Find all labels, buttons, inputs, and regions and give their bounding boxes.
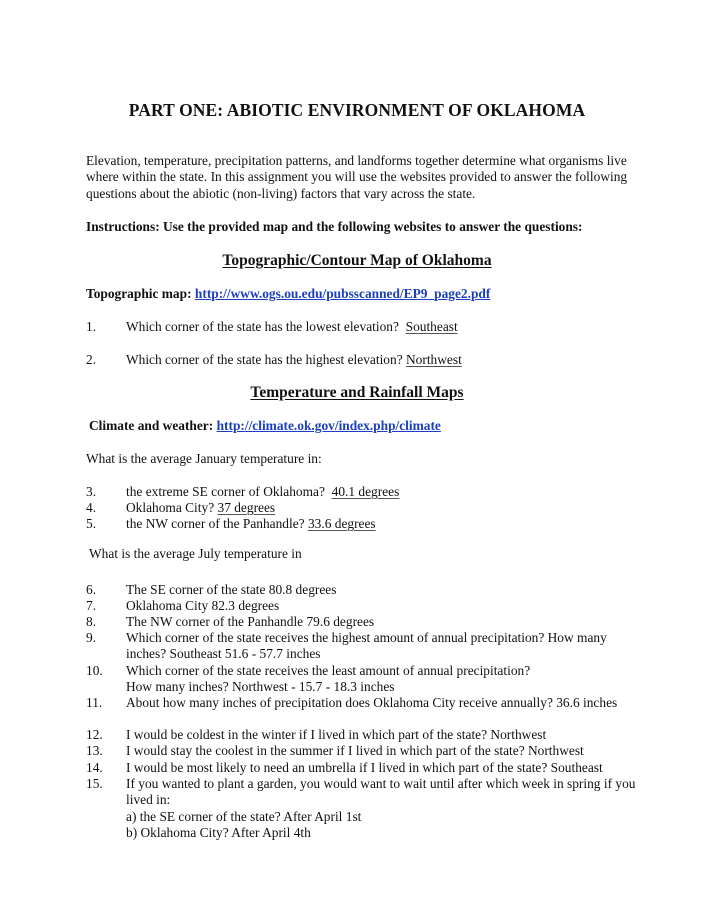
question-number: 12.	[86, 727, 103, 742]
question-11	[86, 695, 646, 711]
question-1	[86, 319, 646, 335]
answer-text: Northwest	[406, 352, 462, 367]
question-14	[86, 760, 646, 776]
question-number: 13.	[86, 743, 103, 758]
question-4	[86, 500, 646, 516]
climate-weather-link[interactable]: http://climate.ok.gov/index.php/climate	[216, 418, 441, 433]
question-13	[86, 743, 646, 759]
topographic-map-line	[86, 286, 490, 302]
january-prompt: What is the average January temperature in:	[86, 451, 322, 466]
question-text: the NW corner of the Panhandle?	[126, 516, 305, 531]
question-text: I would stay the coolest in the summer if I lived in which part of the state? Northwest	[126, 743, 584, 758]
question-9	[86, 630, 646, 663]
question-number: 2.	[86, 352, 97, 367]
question-12	[86, 727, 646, 743]
topographic-section-heading: Topographic/Contour Map of Oklahoma	[222, 252, 492, 269]
question-text: the extreme SE corner of Oklahoma?	[126, 484, 325, 499]
topographic-map-label: Topographic map:	[86, 286, 192, 301]
question-text-line-2: How many inches? Northwest - 15.7 - 18.3 inches	[126, 679, 395, 695]
question-text: I would be most likely to need an umbrella if I lived in which part of the state? Southeast	[126, 760, 603, 775]
temperature-section-heading: Temperature and Rainfall Maps	[250, 384, 464, 401]
question-15-part-a: a) the SE corner of the state? After April 1st	[126, 808, 362, 824]
question-text-line-1: Which corner of the state receives the least amount of annual precipitation?	[126, 663, 531, 678]
answer-text: Southeast	[405, 319, 458, 334]
question-3	[86, 484, 646, 500]
question-text: Which corner of the state receives the highest amount of annual precipitation? How many inches? Southeast 51.6 - 57.7 inches	[126, 630, 607, 662]
question-text: If you wanted to plant a garden, you would want to wait until after which week in spring if you lived in:	[126, 776, 636, 808]
climate-weather-label: Climate and weather:	[89, 418, 214, 433]
instructions-text: Instructions: Use the provided map and the following websites to answer the questions:	[86, 219, 583, 234]
question-number: 4.	[86, 500, 97, 515]
question-number: 10.	[86, 663, 103, 678]
question-5	[86, 516, 646, 532]
question-text: About how many inches of precipitation does Oklahoma City receive annually? 36.6 inches	[126, 695, 618, 710]
question-text: The NW corner of the Panhandle 79.6 degrees	[126, 614, 375, 629]
page-title: PART ONE: ABIOTIC ENVIRONMENT OF OKLAHOMA	[128, 100, 586, 120]
july-prompt: What is the average July temperature in	[89, 546, 302, 561]
question-text: Which corner of the state has the lowest elevation?	[126, 319, 399, 334]
question-number: 14.	[86, 760, 103, 775]
question-2	[86, 352, 646, 368]
question-number: 9.	[86, 630, 97, 645]
question-8	[86, 614, 646, 630]
question-text: Oklahoma City 82.3 degrees	[126, 598, 280, 613]
question-10	[86, 663, 646, 696]
question-15	[86, 776, 646, 842]
question-number: 8.	[86, 614, 97, 629]
question-15-part-b: b) Oklahoma City? After April 4th	[126, 825, 311, 841]
question-number: 5.	[86, 516, 97, 531]
question-number: 11.	[86, 695, 103, 710]
question-6	[86, 582, 646, 598]
question-number: 7.	[86, 598, 97, 613]
question-text: I would be coldest in the winter if I lived in which part of the state? Northwest	[126, 727, 547, 742]
question-number: 3.	[86, 484, 97, 499]
question-text: Which corner of the state has the highest elevation?	[126, 352, 403, 367]
question-number: 1.	[86, 319, 97, 334]
climate-weather-line	[89, 418, 441, 434]
topographic-map-link[interactable]: http://www.ogs.ou.edu/pubsscanned/EP9_page2.pdf	[194, 286, 491, 301]
question-7	[86, 598, 646, 614]
answer-text: 40.1 degrees	[331, 484, 400, 499]
question-text: Oklahoma City?	[126, 500, 215, 515]
question-text: The SE corner of the state 80.8 degrees	[126, 582, 337, 597]
question-number: 6.	[86, 582, 97, 597]
question-number: 15.	[86, 776, 103, 791]
answer-text: 37 degrees	[217, 500, 276, 515]
intro-paragraph: Elevation, temperature, precipitation patterns, and landforms together determine what organisms live where within the state. In this assignment you will use the websites provided to answer the following questions about the abiotic (non-living) factors that vary across the state.	[86, 153, 628, 201]
answer-text: 33.6 degrees	[307, 516, 376, 531]
